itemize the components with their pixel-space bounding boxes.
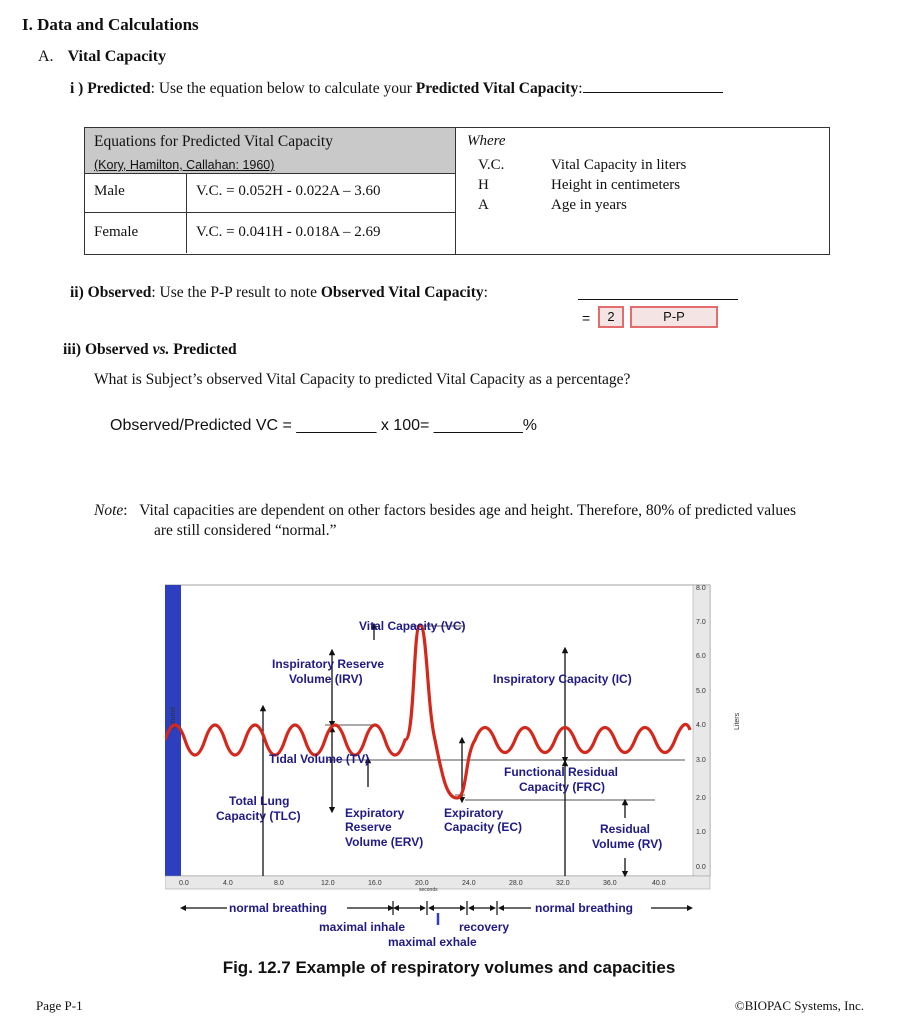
predicted-text: : Use the equation below to calculate your [150,80,416,97]
x-tick-40: 40.0 [652,880,666,887]
label-tlc-1: Total Lung [229,794,290,808]
equation-header-text: Equations for Predicted Vital Capacity [94,133,333,150]
pp-measurement-box[interactable]: P-P [630,306,718,328]
def-a-desc: Age in years [551,197,627,213]
y-tick-0: 0.0 [696,864,706,871]
ovp-question: What is Subject’s observed Vital Capacity to predicted Vital Capacity as a percentage? [94,371,631,388]
female-label: Female [94,224,139,240]
label-ec-2: Capacity (EC) [444,820,523,834]
pp-channel-box[interactable]: 2 [598,306,624,328]
male-label: Male [94,183,125,199]
y-left-label: Volume [170,706,177,730]
label-rv-2: Volume (RV) [592,837,663,851]
predicted-blank[interactable] [583,78,723,93]
def-h-symbol: H [478,177,489,193]
respiratory-volumes-figure [165,580,750,955]
x-tick-24: 24.0 [462,880,476,887]
label-ic: Inspiratory Capacity (IC) [493,672,632,686]
ovp-formula-b: x 100= [376,417,434,434]
y-right-label: Liters [734,712,741,730]
y-tick-7: 7.0 [696,619,706,626]
label-tv: Tidal Volume (TV) [269,752,370,766]
ovp-title [63,341,237,359]
figure-caption: Fig. 12.7 Example of respiratory volumes and capacities [222,958,676,977]
label-maximal-exhale: maximal exhale [388,935,477,949]
y-tick-4: 4.0 [696,722,706,729]
x-tick-36: 36.0 [603,880,617,887]
predicted-instruction [70,78,723,98]
def-a-symbol: A [478,197,489,213]
equation-table [84,127,830,255]
x-tick-8: 8.0 [274,880,284,887]
x-tick-0: 0.0 [179,880,189,887]
label-frc-2: Capacity (FRC) [519,780,606,794]
note-label: Note [94,502,124,519]
observed-label: ii) Observed [70,284,152,301]
y-tick-5: 5.0 [696,688,706,695]
male-row [85,174,455,213]
y-tick-8: 8.0 [696,585,706,592]
page-number: Page P-1 [36,998,83,1013]
copyright: ©BIOPAC Systems, Inc. [734,998,864,1013]
section-title: I. Data and Calculations [22,15,199,34]
label-normal-breathing-right: normal breathing [535,901,634,915]
note-text-1: Vital capacities are dependent on other factors besides age and height. Therefore, 80% of predicted values [139,502,797,519]
ovp-blank-1[interactable]: _________ [296,417,377,434]
label-vc: Vital Capacity (VC) [359,619,466,633]
y-tick-2: 2.0 [696,795,706,802]
equation-table-header [85,128,455,174]
label-rv-1: Residual [600,822,651,836]
x-tick-16: 16.0 [368,880,382,887]
observed-text: : Use the P-P result to note [151,284,321,301]
label-frc-1: Functional Residual [504,765,619,779]
label-maximal-inhale: maximal inhale [319,920,406,934]
def-vc-desc: Vital Capacity in liters [551,157,687,173]
def-h-desc: Height in centimeters [551,177,681,193]
y-tick-1: 1.0 [696,829,706,836]
note-line-2: are still considered “normal.” [154,522,337,539]
y-tick-6: 6.0 [696,653,706,660]
x-tick-20: 20.0 [415,880,429,887]
label-ec-1: Expiratory [444,806,504,820]
ovp-formula-c: % [522,417,537,434]
x-tick-4: 4.0 [223,880,233,887]
note-line-1: Note: Vital capacities are dependent on other factors besides age and height. Therefore, 80% of predicted values [94,502,797,519]
where-column [467,133,506,150]
where-label: Where [467,133,506,149]
label-normal-breathing-left: normal breathing [229,901,328,915]
male-equation: V.C. = 0.052H - 0.022A – 3.60 [196,183,381,199]
label-erv-1: Expiratory [345,806,405,820]
observed-blank[interactable] [578,285,738,300]
x-tick-12: 12.0 [321,880,335,887]
ovp-formula [110,417,537,435]
female-equation: V.C. = 0.041H - 0.018A – 2.69 [196,224,381,240]
predicted-bold: Predicted Vital Capacity [415,80,579,97]
ovp-title-a: iii) Observed [63,341,153,358]
label-tlc-2: Capacity (TLC) [216,809,301,823]
ovp-blank-2[interactable]: __________ [433,417,523,434]
label-erv-3: Volume (ERV) [345,835,424,849]
subsection-heading [38,48,166,66]
female-row [85,213,455,253]
observed-suffix: : [483,284,488,301]
y-tick-3: 3.0 [696,757,706,764]
ovp-title-vs: vs. [152,341,170,358]
observed-instruction [70,284,488,302]
x-tick-28: 28.0 [509,880,523,887]
predicted-label: i ) Predicted [70,80,151,97]
label-irv-2: Volume (IRV) [289,672,363,686]
label-recovery: recovery [459,920,510,934]
x-tick-32: 32.0 [556,880,570,887]
equation-citation: (Kory, Hamilton, Callahan: 1960) [94,158,275,172]
subsection-title: Vital Capacity [67,48,167,65]
ovp-formula-a: Observed/Predicted VC = [110,417,297,434]
subsection-label: A. [38,48,54,65]
def-vc-symbol: V.C. [478,157,505,173]
predicted-suffix: : [578,80,583,97]
pp-equals-sign: = [582,310,591,326]
label-irv-1: Inspiratory Reserve [272,657,385,671]
ovp-title-b: Predicted [169,341,237,358]
x-unit-label: seconds [419,887,438,893]
observed-bold: Observed Vital Capacity [320,284,484,301]
label-erv-2: Reserve [345,820,392,834]
